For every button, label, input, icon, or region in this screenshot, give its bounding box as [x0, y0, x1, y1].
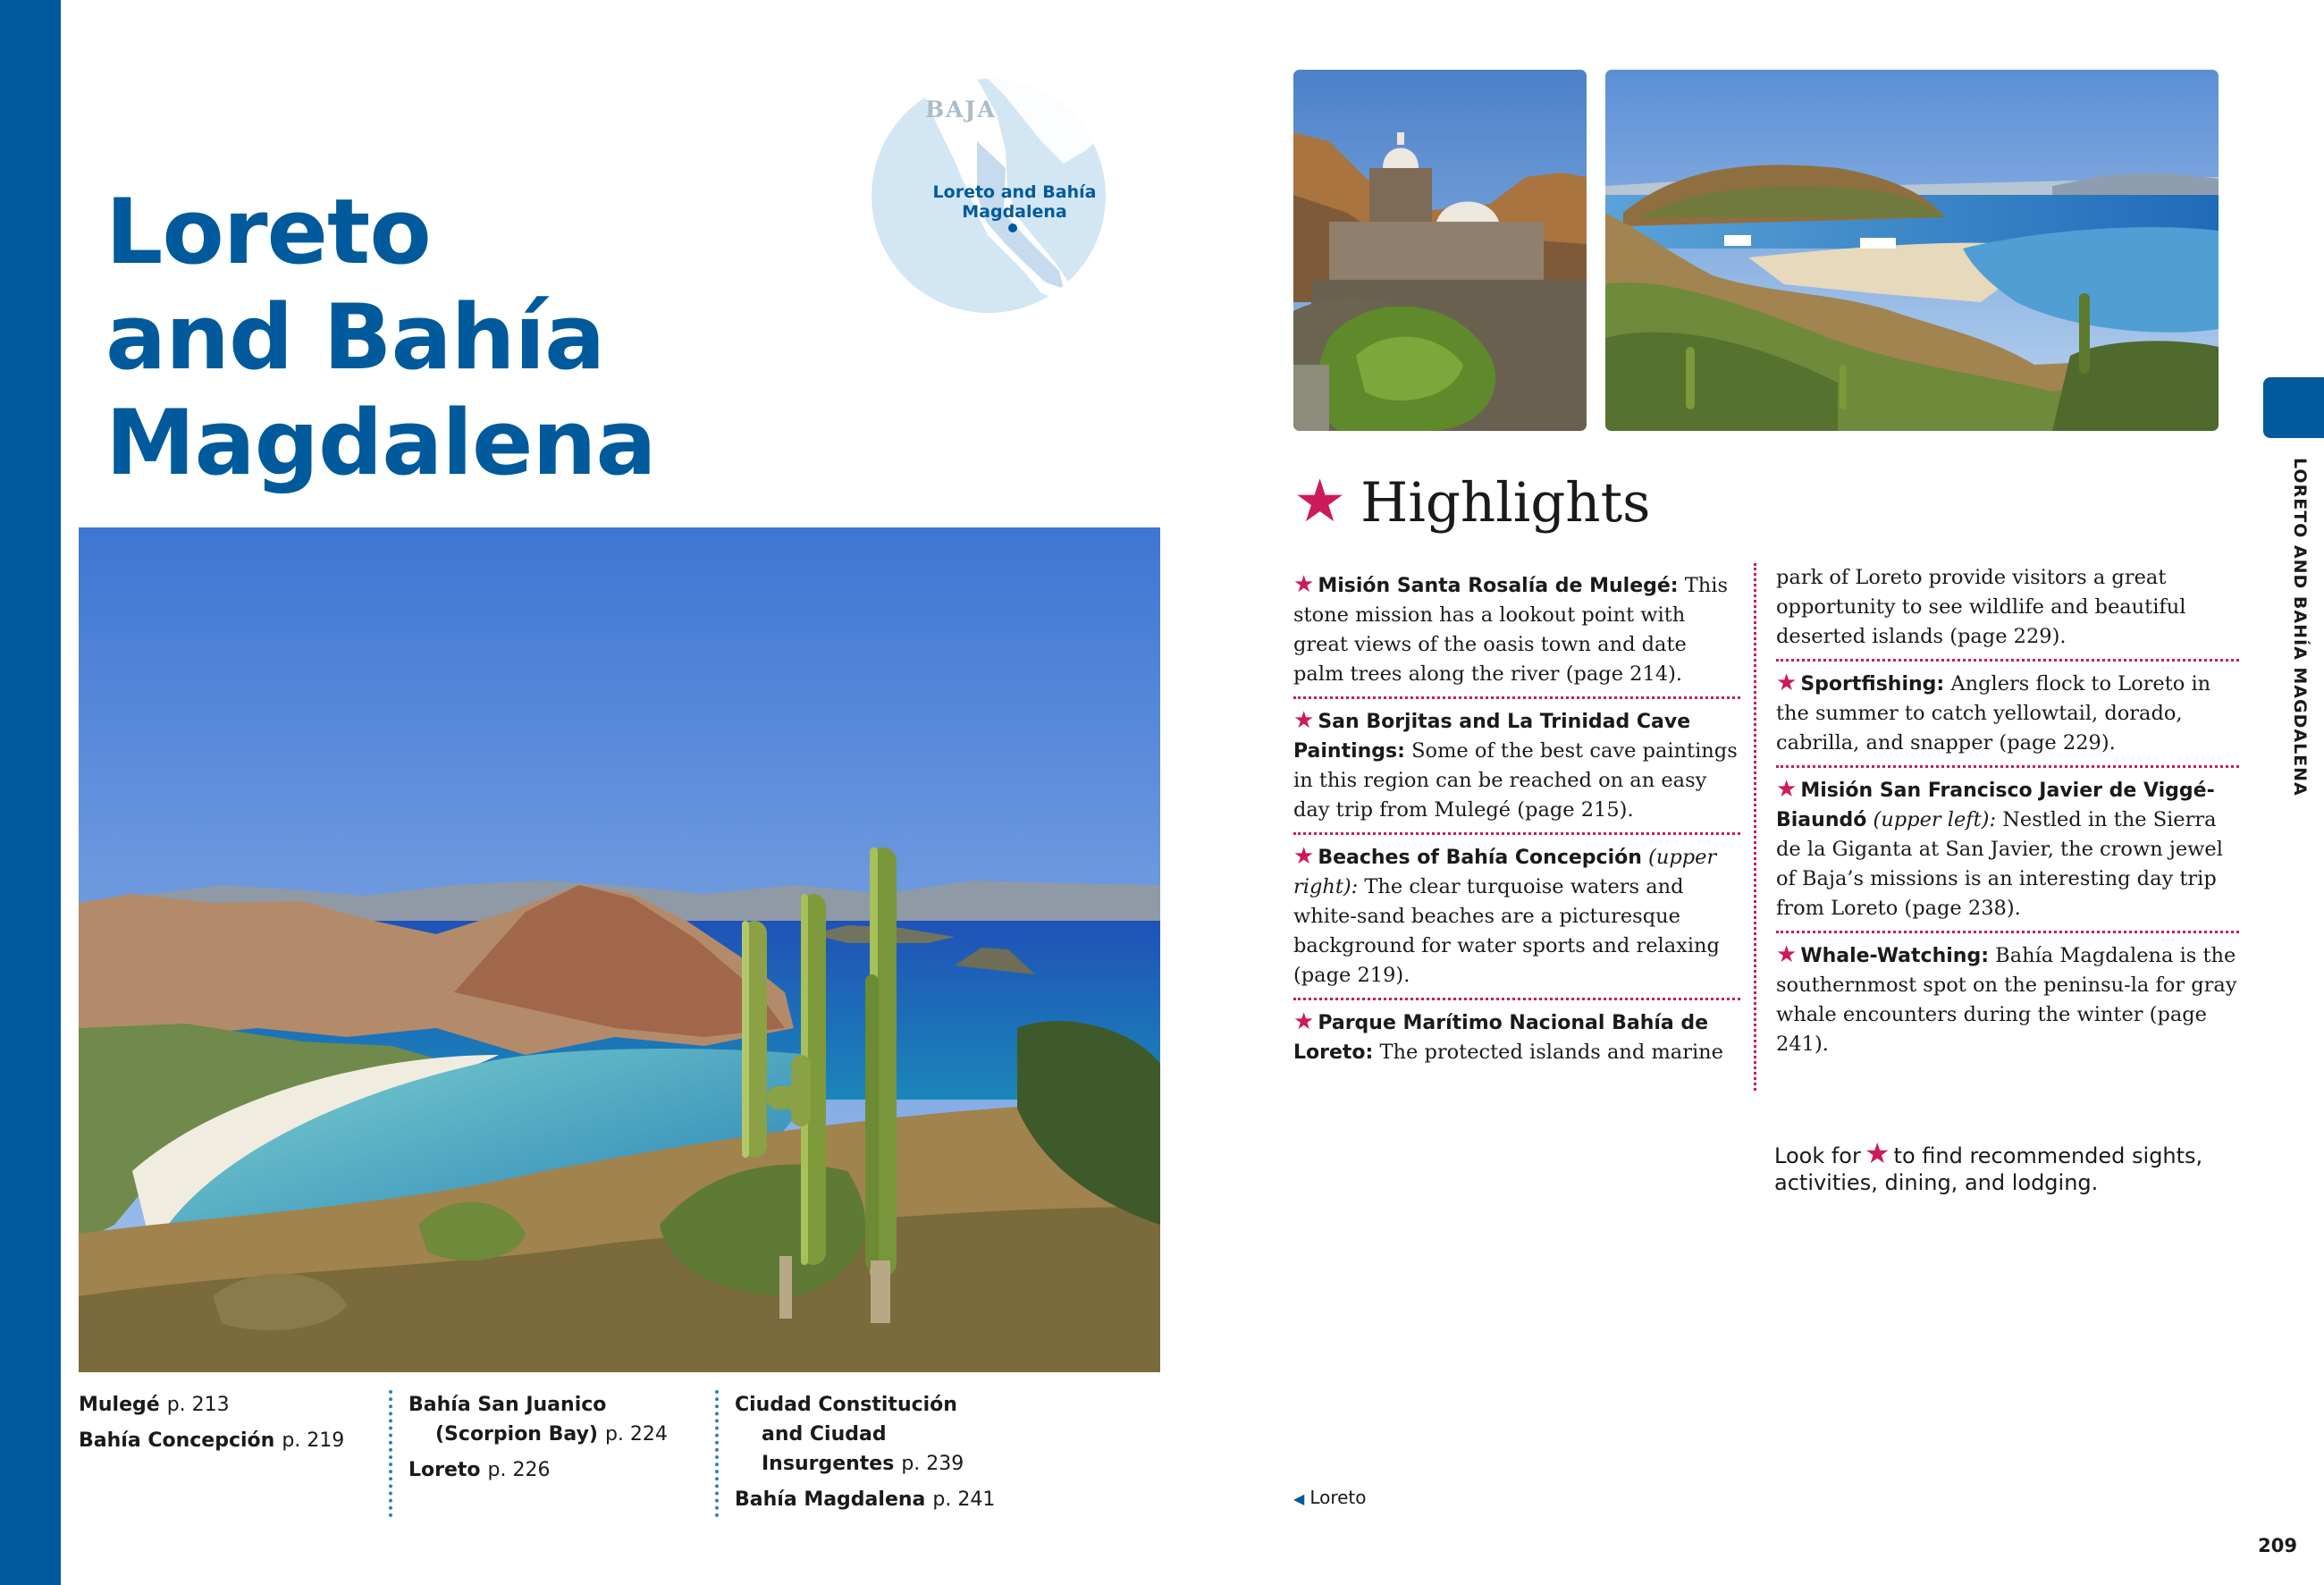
chapter-title-line-1: Loreto [105, 179, 431, 284]
star-icon: ★ [1293, 1008, 1315, 1035]
highlight-title: Beaches of Bahía Concepción [1318, 847, 1642, 869]
index-entry[interactable] [408, 1455, 712, 1485]
highlight-item [1293, 835, 1740, 1000]
star-icon: ★ [1293, 707, 1315, 734]
index-entry-name-line-1: Ciudad Constitución [735, 1394, 957, 1416]
index-entry-page: p. 219 [282, 1429, 345, 1452]
star-icon: ★ [1293, 843, 1315, 870]
index-entry-name-line-2: and Ciudad [762, 1423, 887, 1446]
highlight-title: San Borjitas and La Trinidad Cave Paintings: [1293, 711, 1691, 763]
triangle-left-icon: ◀ [1293, 1490, 1305, 1507]
mission-photo [1293, 70, 1587, 431]
highlight-text: Nestled in the Sierra de la Giganta at San Javier, the crown jewel of Baja’s missions is an interesting day trip from Loreto (page 238). [1776, 808, 2223, 920]
running-head: LORETO AND BAHÍA MAGDALENA [2290, 458, 2310, 797]
index-entry-page: p. 241 [932, 1488, 996, 1511]
index-entry-page: p. 226 [487, 1459, 551, 1481]
index-column-2 [389, 1390, 712, 1517]
index-column-1 [79, 1390, 383, 1462]
highlights-column-2 [1754, 563, 2239, 1091]
star-icon: ★ [1293, 467, 1347, 535]
highlight-note: (upper right): [1293, 846, 1717, 898]
highlight-title: Misión Santa Rosalía de Mulegé: [1318, 575, 1679, 597]
legend-note-after: to find recommended sights, activities, dining, and lodging. [1774, 1143, 2203, 1195]
locator-map [872, 79, 1106, 313]
index-entry[interactable] [408, 1390, 712, 1449]
beach-photo [1605, 70, 2219, 431]
index-column-3 [715, 1390, 1074, 1517]
legend-note [1774, 1136, 2239, 1196]
highlight-item [1293, 1000, 1740, 1075]
highlight-item [1293, 563, 1740, 699]
highlight-text: This stone mission has a lookout point with great views of the oasis town and date palm trees along the river (page 214). [1293, 574, 1728, 686]
highlights-heading-text: Highlights [1360, 471, 1651, 535]
left-color-bar [0, 0, 61, 1585]
index-entry-page: p. 213 [166, 1394, 230, 1416]
highlight-item [1293, 699, 1740, 835]
index-entry-name-line-2: (Scorpion Bay) [435, 1423, 598, 1446]
index-entry[interactable] [79, 1390, 383, 1420]
index-entry[interactable] [79, 1426, 383, 1455]
highlight-continuation: park of Loreto provide visitors a great opportunity to see wildlife and beautiful deserted islands (page 229). [1776, 563, 2239, 662]
highlight-title: Whale-Watching: [1800, 945, 1989, 967]
star-icon: ★ [1776, 670, 1798, 696]
page-number: 209 [2258, 1535, 2297, 1556]
highlight-title: Sportfishing: [1800, 673, 1945, 696]
highlight-item [1776, 768, 2239, 933]
index-entry[interactable] [735, 1390, 1074, 1479]
index-entry-name-line-1: Bahía San Juanico [408, 1394, 607, 1416]
highlights-heading [1293, 467, 1650, 535]
chapter-title-line-3: Magdalena [105, 390, 656, 495]
chapter-tab [2263, 377, 2324, 438]
highlights-column-1 [1293, 563, 1740, 1075]
locator-place-label: Loreto and Bahía Magdalena [932, 182, 1097, 222]
index-entry-page: p. 224 [604, 1423, 668, 1446]
highlight-text: Anglers flock to Loreto in the summer to catch yellowtail, dorado, cabrilla, and snapper (page 229). [1776, 672, 2211, 755]
highlight-item [1776, 662, 2239, 768]
highlight-text: Bahía Magdalena is the southernmost spot on the peninsu-la for gray whale encounters during the winter (page 241). [1776, 944, 2237, 1056]
highlight-text: The protected islands and marine [1379, 1041, 1723, 1064]
highlight-note: (upper left): [1873, 808, 1997, 831]
index-entry-name: Bahía Magdalena [735, 1488, 926, 1511]
highlight-title: Parque Marítimo Nacional Bahía de Loreto: [1293, 1012, 1709, 1064]
highlight-item [1776, 933, 2239, 1067]
index-entry-name: Mulegé [79, 1394, 160, 1416]
star-icon: ★ [1864, 1136, 1890, 1170]
index-entry[interactable] [735, 1485, 1074, 1514]
index-entry-name: Bahía Concepción [79, 1429, 275, 1452]
photo-caption-text: Loreto [1309, 1487, 1367, 1508]
star-icon: ★ [1776, 776, 1798, 803]
legend-note-before: Look for [1774, 1143, 1861, 1168]
bay-cactus-photo [79, 527, 1160, 1372]
highlight-text: The clear turquoise waters and white-sand beaches are a picturesque background for water sports and relaxing (page 219). [1293, 875, 1720, 987]
chapter-title [105, 179, 838, 495]
photo-caption [1293, 1487, 1367, 1508]
highlight-title: Misión San Francisco Javier de Viggé-Biaundó [1776, 780, 2215, 831]
highlight-text: Some of the best cave paintings in this region can be reached on an easy day trip from Mulegé (page 215). [1293, 739, 1738, 822]
locator-dot [1008, 223, 1017, 232]
index-entry-name: Loreto [408, 1459, 481, 1481]
star-icon: ★ [1293, 571, 1315, 598]
locator-region-label: BAJA [925, 97, 997, 122]
index-entry-name-line-3: Insurgentes [762, 1453, 895, 1475]
star-icon: ★ [1776, 941, 1798, 968]
chapter-title-line-2: and Bahía [105, 284, 605, 390]
index-entry-page: p. 239 [901, 1453, 964, 1475]
